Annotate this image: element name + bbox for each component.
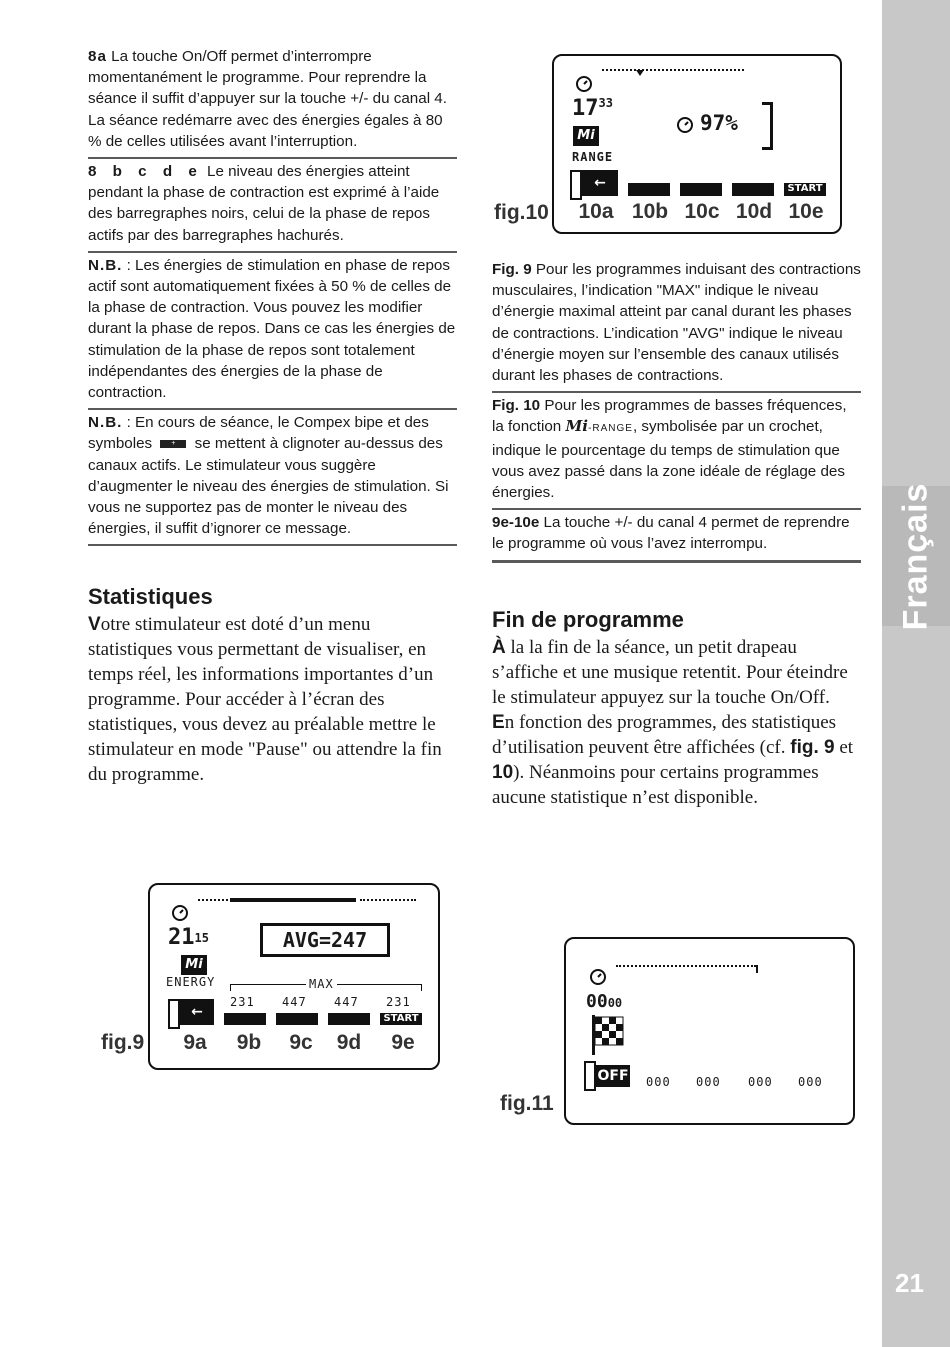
progress-bar-right [360,899,416,904]
avg-value: AVG=247 [260,923,390,957]
channel-label: 10c [684,200,720,223]
fig9-time: 2115 [168,925,209,950]
channel-label: 9d [336,1031,362,1054]
max-value: 447 [282,995,307,1009]
channel-value: 000 [646,1075,671,1089]
channel-label: 10a [578,200,614,223]
range-bracket [762,102,773,150]
pause-arrow-icon: ← [582,170,618,196]
para-fig9: Fig. 9 Pour les programmes induisant des contractions musculaires, l’indication "MAX" indique le niveau d’énergie maximal atteint par canal durant les phases de contractions. L’indication "AVG" indique le niveau d’énergie moyen sur l’ensemble des canaux utilisés durant les phases de contractions. [492,261,861,385]
channel-label: 10b [631,200,669,223]
max-label: MAX [306,977,337,991]
plus-symbol: + [160,440,186,448]
progress-bar [198,899,228,904]
fig10-time: $17^{33}$ [572,96,613,121]
stats-heading: Statistiques [88,584,213,610]
channel-label: 10d [735,200,773,223]
timer-icon [588,967,608,987]
para-fig10: Fig. 10 Pour les programmes de basses fréquences, la fonction Mi-RANGE, symbolisée par un crochet, indique le pourcentage du temps de stimulation que vous avez passé dans la zone idéale de réglage des énergies. [492,397,847,502]
timer-icon [574,74,594,94]
energy-label: ENERGY [166,975,216,989]
fig10-label: fig.10 [494,201,549,224]
fig10-display [552,54,842,234]
fig11-label: fig.11 [500,1092,554,1115]
channel-label: 9e [391,1031,415,1054]
max-value: 231 [230,995,255,1009]
fig11-display [564,937,855,1125]
channel-value: 000 [798,1075,823,1089]
progress-end-marker [756,965,758,973]
battery-icon [570,170,582,200]
channel-bar [276,1013,318,1025]
channel-label: 9b [236,1031,262,1054]
mi-icon: Mi [181,955,207,975]
battery-icon [168,999,180,1029]
timer-icon-small [676,116,694,134]
para-9e-10e: 9e-10e La touche +/- du canal 4 permet de reprendre le programme où vous l’avez interrompu. [492,514,850,553]
fig9-label: fig.9 [101,1031,145,1054]
channel-bar [732,183,774,196]
progress-bar [602,69,744,74]
progress-marker [636,70,644,76]
start-badge: START [380,1013,422,1025]
channel-bar [628,183,670,196]
mi-icon: Mi [573,126,599,146]
pause-arrow-icon: ← [180,999,214,1025]
side-tab [882,0,950,1347]
fig9-display [148,883,440,1070]
checkered-flag-icon [590,1013,626,1057]
progress-fill [230,898,356,902]
language-label: Français [896,482,935,630]
channel-label: 10e [788,200,824,223]
right-column [492,259,861,810]
channel-bar [224,1013,266,1025]
fin-text: À la la fin de la séance, un petit drapeau s’affiche et une musique retentit. Pour éteindre le stimulateur appuyez sur la touche On/Off. En fonction des programmes, des statistiques d’utilisation peuvent être affichées (cf. fig. 9 et 10). Néanmoins pour certains programmes aucune statistique n’est disponible. [492,636,854,808]
para-8bcde: 8 b c d e Le niveau des énergies atteint pendant la phase de contraction est exprimé à l’aide des barregraphes noirs, celui de la phase de repos actifs par des barregraphes hachurés. [88,163,440,244]
channel-bar [328,1013,370,1025]
fin-heading: Fin de programme [492,606,684,632]
timer-icon [170,903,190,923]
range-label: RANGE [572,150,614,164]
page-number: 21 [895,1268,924,1298]
para-8a: 8a La touche On/Off permet d’interrompre momentanément le programme. Pour reprendre la séance il suffit d’appuyer sur la touche +/- du canal 4. La séance redémarre avec des énergies égales à 80 % de celles utilisées avant l’interruption. [88,48,447,150]
off-badge: OFF [596,1065,630,1087]
percent-value: 97% [700,111,738,135]
start-badge: START [784,183,826,196]
battery-icon [584,1061,596,1091]
channel-label: 9c [289,1031,313,1054]
para-nb-2: N.B. : En cours de séance, le Compex bipe et des symboles + se mettent à clignoter au-dessus des canaux actifs. Le stimulateur vous suggère d’augmenter le niveau des énergies de stimulation. Si vous ne supportez pas de monter le niveau des énergies, il suffit d’ignorer ce message. [88,414,449,538]
channel-value: 000 [696,1075,721,1089]
stats-text: Votre stimulateur est doté d’un menu statistiques vous permettant de visualiser, en temps réel, les informations importantes d’un programme. Pour accéder à l’écran des statistiques, vous devez au préalable mettre le stimulateur en mode "Pause" ou attendre la fin du programme. [88,614,442,786]
channel-bar [680,183,722,196]
channel-label: 9a [183,1031,207,1054]
max-value: 231 [386,995,411,1009]
para-nb-1: N.B. : Les énergies de stimulation en phase de repos actif sont automatiquement fixées à 50 % de celles de la phase de contraction. Vous pouvez les modifier durant la phase de repos. Dans ce cas les énergies de stimulation de la phase de repos sont totalement indépendantes des énergies de la phase de contraction. [88,256,456,402]
progress-bar [616,965,756,970]
max-value: 447 [334,995,359,1009]
fig11-time: 0000 [586,991,623,1012]
left-column [88,46,457,787]
channel-value: 000 [748,1075,773,1089]
